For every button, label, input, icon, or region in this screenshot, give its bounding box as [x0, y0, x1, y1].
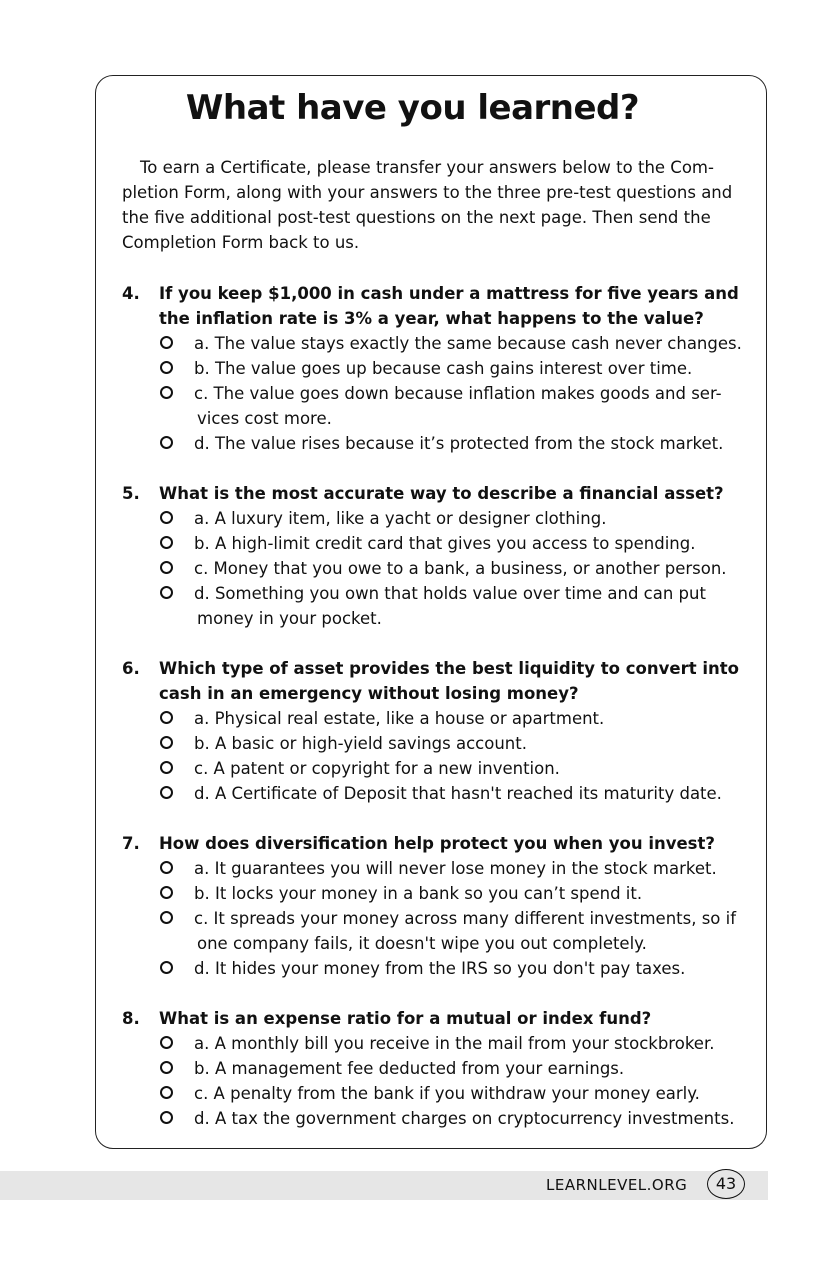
option-a[interactable] — [159, 1031, 742, 1056]
radio-circle-icon[interactable] — [160, 786, 173, 799]
question-line: How does diversification help protect you when you invest? — [159, 834, 715, 853]
option-text: d. A Certificate of Deposit that hasn't reached its maturity date. — [194, 784, 722, 803]
option-c[interactable] — [159, 1081, 742, 1106]
radio-circle-icon[interactable] — [160, 536, 173, 549]
option-d[interactable] — [159, 1106, 742, 1131]
option-text: one company fails, it doesn't wipe you out completely. — [197, 934, 647, 953]
radio-circle-icon[interactable] — [160, 1111, 173, 1124]
question-text — [159, 1006, 742, 1031]
intro-line: Completion Form back to us. — [122, 233, 360, 252]
question-line: Which type of asset provides the best liquidity to convert into — [159, 659, 739, 678]
footer-site: LEARNLEVEL.ORG — [546, 1176, 688, 1194]
option-b[interactable] — [159, 356, 742, 381]
option-text: d. The value rises because it’s protected from the stock market. — [194, 434, 724, 453]
option-a[interactable] — [159, 506, 742, 531]
question-5 — [122, 481, 742, 631]
question-text — [159, 481, 742, 506]
question-number: 7. — [122, 834, 140, 853]
option-d[interactable] — [159, 431, 742, 456]
option-a[interactable] — [159, 856, 742, 881]
question-text — [159, 656, 742, 706]
option-a[interactable] — [159, 706, 742, 731]
question-number: 6. — [122, 659, 140, 678]
option-text: vices cost more. — [197, 409, 332, 428]
option-text: a. A luxury item, like a yacht or designer clothing. — [194, 509, 607, 528]
option-text: b. A management fee deducted from your earnings. — [194, 1059, 625, 1078]
radio-circle-icon[interactable] — [160, 761, 173, 774]
option-text: a. A monthly bill you receive in the mail from your stockbroker. — [194, 1034, 715, 1053]
option-text: money in your pocket. — [197, 609, 382, 628]
radio-circle-icon[interactable] — [160, 386, 173, 399]
radio-circle-icon[interactable] — [160, 361, 173, 374]
radio-circle-icon[interactable] — [160, 511, 173, 524]
option-text: c. The value goes down because inflation makes goods and ser- — [194, 384, 722, 403]
option-text: c. Money that you owe to a bank, a business, or another person. — [194, 559, 727, 578]
intro-paragraph — [122, 155, 742, 255]
option-d[interactable] — [159, 781, 742, 806]
intro-line: the five additional post-test questions on the next page. Then send the — [122, 208, 711, 227]
radio-circle-icon[interactable] — [160, 861, 173, 874]
option-c[interactable] — [159, 906, 742, 956]
option-text: a. The value stays exactly the same because cash never changes. — [194, 334, 742, 353]
question-line: What is an expense ratio for a mutual or index fund? — [159, 1009, 652, 1028]
option-text: b. It locks your money in a bank so you can’t spend it. — [194, 884, 643, 903]
question-4 — [122, 281, 742, 456]
option-text: d. Something you own that holds value over time and can put — [194, 584, 706, 603]
radio-circle-icon[interactable] — [160, 1036, 173, 1049]
page-title: What have you learned? — [185, 88, 640, 128]
option-d[interactable] — [159, 581, 742, 631]
option-text: b. A high-limit credit card that gives you access to spending. — [194, 534, 696, 553]
intro-line: pletion Form, along with your answers to the three pre-test questions and — [122, 183, 733, 202]
option-c[interactable] — [159, 756, 742, 781]
option-a[interactable] — [159, 331, 742, 356]
radio-circle-icon[interactable] — [160, 336, 173, 349]
option-text: b. The value goes up because cash gains interest over time. — [194, 359, 693, 378]
option-b[interactable] — [159, 731, 742, 756]
radio-circle-icon[interactable] — [160, 711, 173, 724]
question-7 — [122, 831, 742, 981]
question-number: 4. — [122, 284, 140, 303]
option-b[interactable] — [159, 1056, 742, 1081]
option-text: a. It guarantees you will never lose money in the stock market. — [194, 859, 717, 878]
radio-circle-icon[interactable] — [160, 886, 173, 899]
radio-circle-icon[interactable] — [160, 1086, 173, 1099]
question-text — [159, 281, 742, 331]
page-number: 43 — [707, 1169, 745, 1199]
radio-circle-icon[interactable] — [160, 436, 173, 449]
option-d[interactable] — [159, 956, 742, 981]
question-number: 5. — [122, 484, 140, 503]
question-line: the inflation rate is 3% a year, what happens to the value? — [159, 309, 704, 328]
option-b[interactable] — [159, 881, 742, 906]
option-text: a. Physical real estate, like a house or apartment. — [194, 709, 605, 728]
question-number: 8. — [122, 1009, 140, 1028]
question-line: If you keep $1,000 in cash under a mattress for five years and — [159, 284, 739, 303]
question-6 — [122, 656, 742, 806]
radio-circle-icon[interactable] — [160, 736, 173, 749]
question-8 — [122, 1006, 742, 1131]
radio-circle-icon[interactable] — [160, 961, 173, 974]
option-text: c. A penalty from the bank if you withdraw your money early. — [194, 1084, 700, 1103]
option-c[interactable] — [159, 556, 742, 581]
option-c[interactable] — [159, 381, 742, 431]
question-text — [159, 831, 742, 856]
intro-line: To earn a Certificate, please transfer your answers below to the Com- — [140, 158, 714, 177]
option-text: d. It hides your money from the IRS so you don't pay taxes. — [194, 959, 686, 978]
option-b[interactable] — [159, 531, 742, 556]
option-text: d. A tax the government charges on cryptocurrency investments. — [194, 1109, 735, 1128]
option-text: c. It spreads your money across many different investments, so if — [194, 909, 737, 928]
radio-circle-icon[interactable] — [160, 911, 173, 924]
option-text: c. A patent or copyright for a new invention. — [194, 759, 560, 778]
radio-circle-icon[interactable] — [160, 561, 173, 574]
radio-circle-icon[interactable] — [160, 1061, 173, 1074]
radio-circle-icon[interactable] — [160, 586, 173, 599]
option-text: b. A basic or high-yield savings account. — [194, 734, 527, 753]
question-line: What is the most accurate way to describe a financial asset? — [159, 484, 724, 503]
question-line: cash in an emergency without losing money? — [159, 684, 579, 703]
